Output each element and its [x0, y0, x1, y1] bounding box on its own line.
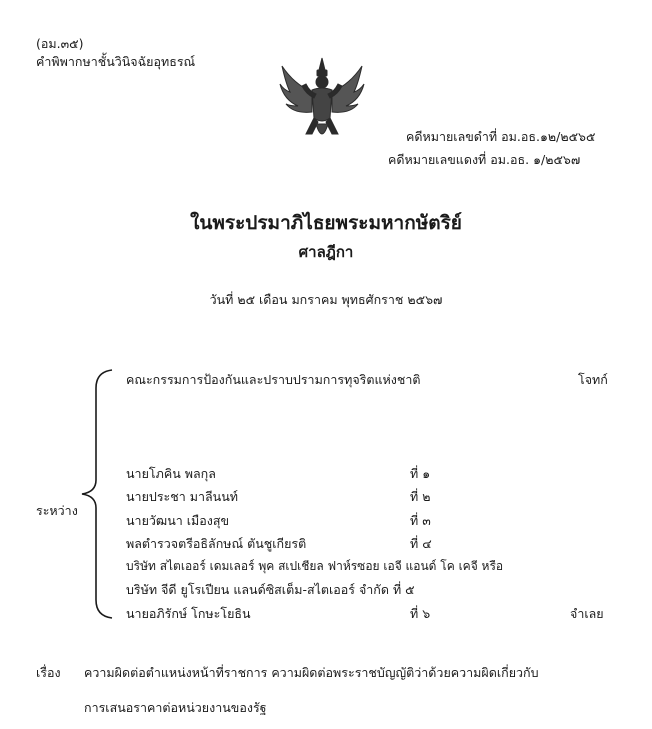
defendant-1-order: ที่ ๑	[410, 466, 431, 481]
defendant-4-name: พลตำรวจตรีอธิลักษณ์ ตันชูเกียรติ	[126, 536, 307, 551]
defendant-1-name: นายโภคิน พลกุล	[126, 466, 216, 481]
red-case-number: คดีหมายเลขแดงที่ อม.อธ. ๑/๒๕๖๗	[388, 152, 581, 167]
defendant-4-order: ที่ ๔	[410, 536, 432, 551]
plaintiff-name: คณะกรรมการป้องกันและปราบปรามการทุจริตแห่งชาติ	[126, 372, 421, 387]
subject-line-2: การเสนอราคาต่อหน่วยงานของรัฐ	[84, 700, 267, 715]
subject-label: เรื่อง	[36, 665, 61, 680]
parties-brace	[78, 368, 114, 620]
black-case-number: คดีหมายเลขดำที่ อม.อธ.๑๒/๒๕๖๕	[406, 129, 596, 144]
defendant-3-name: นายวัฒนา เมืองสุข	[126, 513, 230, 528]
document-type: คำพิพากษาชั้นวินิจฉัยอุทธรณ์	[36, 54, 196, 69]
defendant-6-name: นายอภิรักษ์ โกษะโยธิน	[126, 606, 251, 621]
between-label: ระหว่าง	[36, 503, 78, 518]
defendant-2-name: นายประชา มาลีนนท์	[126, 489, 238, 504]
defendant-role: จำเลย	[570, 606, 604, 621]
court-name: ศาลฎีกา	[298, 243, 354, 261]
form-code: (อม.๓๕)	[36, 36, 84, 51]
royal-title: ในพระปรมาภิไธยพระมหากษัตริย์	[190, 212, 462, 234]
subject-line-1: ความผิดต่อตำแหน่งหน้าที่ราชการ ความผิดต่อพระราชบัญญัติว่าด้วยความผิดเกี่ยวกับ	[84, 665, 539, 680]
defendant-2-order: ที่ ๒	[410, 489, 431, 504]
defendant-5-line-2: บริษัท จีดี ยูโรเปียน แลนด์ซิสเต็ม-สไตเออร์ จำกัด ที่ ๕	[126, 582, 415, 597]
defendant-3-order: ที่ ๓	[410, 513, 431, 528]
plaintiff-role: โจทก์	[578, 372, 608, 387]
defendant-5-line-1: บริษัท สไตเออร์ เดมเลอร์ พุค สเปเชียล ฟาห์รซอย เอจี แอนด์ โค เคจี หรือ	[126, 559, 504, 573]
garuda-emblem-icon	[276, 54, 368, 146]
defendant-6-order: ที่ ๖	[410, 606, 431, 621]
judgment-date: วันที่ ๒๕ เดือน มกราคม พุทธศักราช ๒๕๖๗	[209, 292, 443, 307]
